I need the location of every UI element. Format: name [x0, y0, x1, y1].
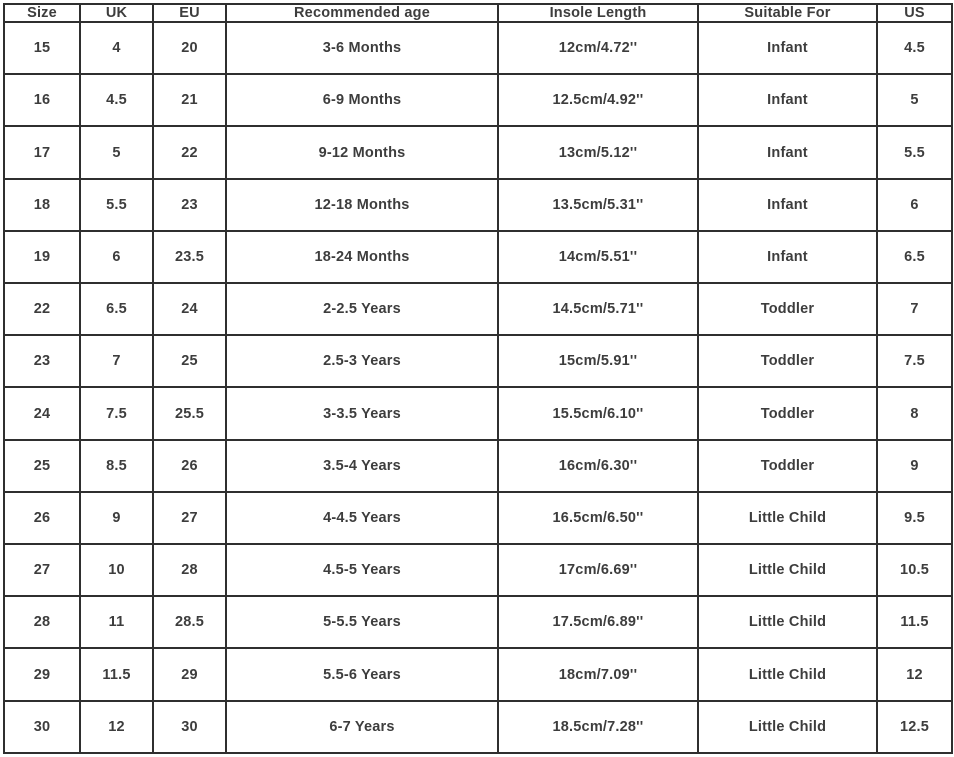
cell-recommended-age: 2-2.5 Years	[226, 283, 498, 335]
cell-suitable-for: Infant	[698, 22, 877, 74]
cell-us: 10.5	[877, 544, 952, 596]
cell-us: 11.5	[877, 596, 952, 648]
cell-us: 4.5	[877, 22, 952, 74]
cell-insole-length: 17cm/6.69''	[498, 544, 698, 596]
cell-insole-length: 14cm/5.51''	[498, 231, 698, 283]
cell-insole-length: 13cm/5.12''	[498, 126, 698, 178]
cell-eu: 30	[153, 701, 226, 753]
table-row	[4, 701, 952, 753]
cell-recommended-age: 6-7 Years	[226, 701, 498, 753]
cell-uk: 7	[80, 335, 153, 387]
cell-suitable-for: Toddler	[698, 440, 877, 492]
column-header-suitable-for: Suitable For	[698, 4, 877, 22]
cell-recommended-age: 5-5.5 Years	[226, 596, 498, 648]
cell-eu: 20	[153, 22, 226, 74]
cell-insole-length: 12.5cm/4.92''	[498, 74, 698, 126]
cell-uk: 4.5	[80, 74, 153, 126]
cell-us: 5	[877, 74, 952, 126]
cell-suitable-for: Infant	[698, 126, 877, 178]
cell-recommended-age: 9-12 Months	[226, 126, 498, 178]
cell-recommended-age: 2.5-3 Years	[226, 335, 498, 387]
column-header-uk: UK	[80, 4, 153, 22]
table-row	[4, 440, 952, 492]
cell-recommended-age: 5.5-6 Years	[226, 648, 498, 700]
cell-insole-length: 15.5cm/6.10''	[498, 387, 698, 439]
cell-us: 12	[877, 648, 952, 700]
cell-recommended-age: 3.5-4 Years	[226, 440, 498, 492]
cell-eu: 29	[153, 648, 226, 700]
table-row	[4, 283, 952, 335]
cell-suitable-for: Infant	[698, 74, 877, 126]
table-row	[4, 74, 952, 126]
cell-us: 12.5	[877, 701, 952, 753]
cell-recommended-age: 3-6 Months	[226, 22, 498, 74]
cell-eu: 23	[153, 179, 226, 231]
cell-recommended-age: 6-9 Months	[226, 74, 498, 126]
cell-uk: 10	[80, 544, 153, 596]
cell-uk: 5.5	[80, 179, 153, 231]
cell-eu: 28.5	[153, 596, 226, 648]
cell-recommended-age: 4.5-5 Years	[226, 544, 498, 596]
cell-us: 7.5	[877, 335, 952, 387]
cell-suitable-for: Little Child	[698, 544, 877, 596]
cell-eu: 25.5	[153, 387, 226, 439]
cell-insole-length: 18cm/7.09''	[498, 648, 698, 700]
cell-us: 5.5	[877, 126, 952, 178]
cell-suitable-for: Toddler	[698, 335, 877, 387]
cell-size: 19	[4, 231, 80, 283]
table-body	[4, 22, 952, 753]
cell-eu: 21	[153, 74, 226, 126]
table-row	[4, 335, 952, 387]
cell-eu: 27	[153, 492, 226, 544]
cell-uk: 11	[80, 596, 153, 648]
cell-size: 16	[4, 74, 80, 126]
cell-uk: 7.5	[80, 387, 153, 439]
cell-suitable-for: Toddler	[698, 283, 877, 335]
table-row	[4, 22, 952, 74]
cell-insole-length: 15cm/5.91''	[498, 335, 698, 387]
cell-suitable-for: Little Child	[698, 648, 877, 700]
cell-uk: 11.5	[80, 648, 153, 700]
cell-uk: 4	[80, 22, 153, 74]
table-row	[4, 387, 952, 439]
column-header-eu: EU	[153, 4, 226, 22]
column-header-size: Size	[4, 4, 80, 22]
cell-eu: 26	[153, 440, 226, 492]
table-row	[4, 179, 952, 231]
cell-size: 22	[4, 283, 80, 335]
cell-insole-length: 17.5cm/6.89''	[498, 596, 698, 648]
cell-suitable-for: Little Child	[698, 701, 877, 753]
cell-recommended-age: 12-18 Months	[226, 179, 498, 231]
cell-size: 24	[4, 387, 80, 439]
cell-eu: 25	[153, 335, 226, 387]
cell-size: 15	[4, 22, 80, 74]
cell-eu: 24	[153, 283, 226, 335]
cell-size: 26	[4, 492, 80, 544]
cell-uk: 6	[80, 231, 153, 283]
cell-recommended-age: 3-3.5 Years	[226, 387, 498, 439]
cell-suitable-for: Toddler	[698, 387, 877, 439]
cell-size: 25	[4, 440, 80, 492]
cell-suitable-for: Infant	[698, 179, 877, 231]
cell-recommended-age: 18-24 Months	[226, 231, 498, 283]
cell-suitable-for: Little Child	[698, 492, 877, 544]
cell-suitable-for: Little Child	[698, 596, 877, 648]
cell-insole-length: 14.5cm/5.71''	[498, 283, 698, 335]
table-row	[4, 596, 952, 648]
cell-us: 6.5	[877, 231, 952, 283]
cell-uk: 6.5	[80, 283, 153, 335]
cell-us: 9.5	[877, 492, 952, 544]
table-row	[4, 231, 952, 283]
column-header-recommended-age: Recommended age	[226, 4, 498, 22]
table-row	[4, 492, 952, 544]
cell-eu: 23.5	[153, 231, 226, 283]
table-header	[4, 4, 952, 22]
cell-size: 28	[4, 596, 80, 648]
cell-us: 9	[877, 440, 952, 492]
cell-size: 17	[4, 126, 80, 178]
cell-recommended-age: 4-4.5 Years	[226, 492, 498, 544]
size-chart-table	[3, 3, 953, 754]
cell-eu: 22	[153, 126, 226, 178]
cell-us: 8	[877, 387, 952, 439]
cell-insole-length: 16.5cm/6.50''	[498, 492, 698, 544]
column-header-us: US	[877, 4, 952, 22]
column-header-insole-length: Insole Length	[498, 4, 698, 22]
cell-size: 29	[4, 648, 80, 700]
cell-size: 27	[4, 544, 80, 596]
cell-size: 18	[4, 179, 80, 231]
table-row	[4, 126, 952, 178]
cell-us: 7	[877, 283, 952, 335]
cell-eu: 28	[153, 544, 226, 596]
cell-insole-length: 13.5cm/5.31''	[498, 179, 698, 231]
cell-us: 6	[877, 179, 952, 231]
table-row	[4, 648, 952, 700]
cell-insole-length: 18.5cm/7.28''	[498, 701, 698, 753]
table-row	[4, 544, 952, 596]
cell-uk: 9	[80, 492, 153, 544]
cell-insole-length: 16cm/6.30''	[498, 440, 698, 492]
cell-uk: 5	[80, 126, 153, 178]
cell-size: 30	[4, 701, 80, 753]
cell-uk: 12	[80, 701, 153, 753]
cell-uk: 8.5	[80, 440, 153, 492]
cell-suitable-for: Infant	[698, 231, 877, 283]
header-row	[4, 4, 952, 22]
cell-size: 23	[4, 335, 80, 387]
cell-insole-length: 12cm/4.72''	[498, 22, 698, 74]
